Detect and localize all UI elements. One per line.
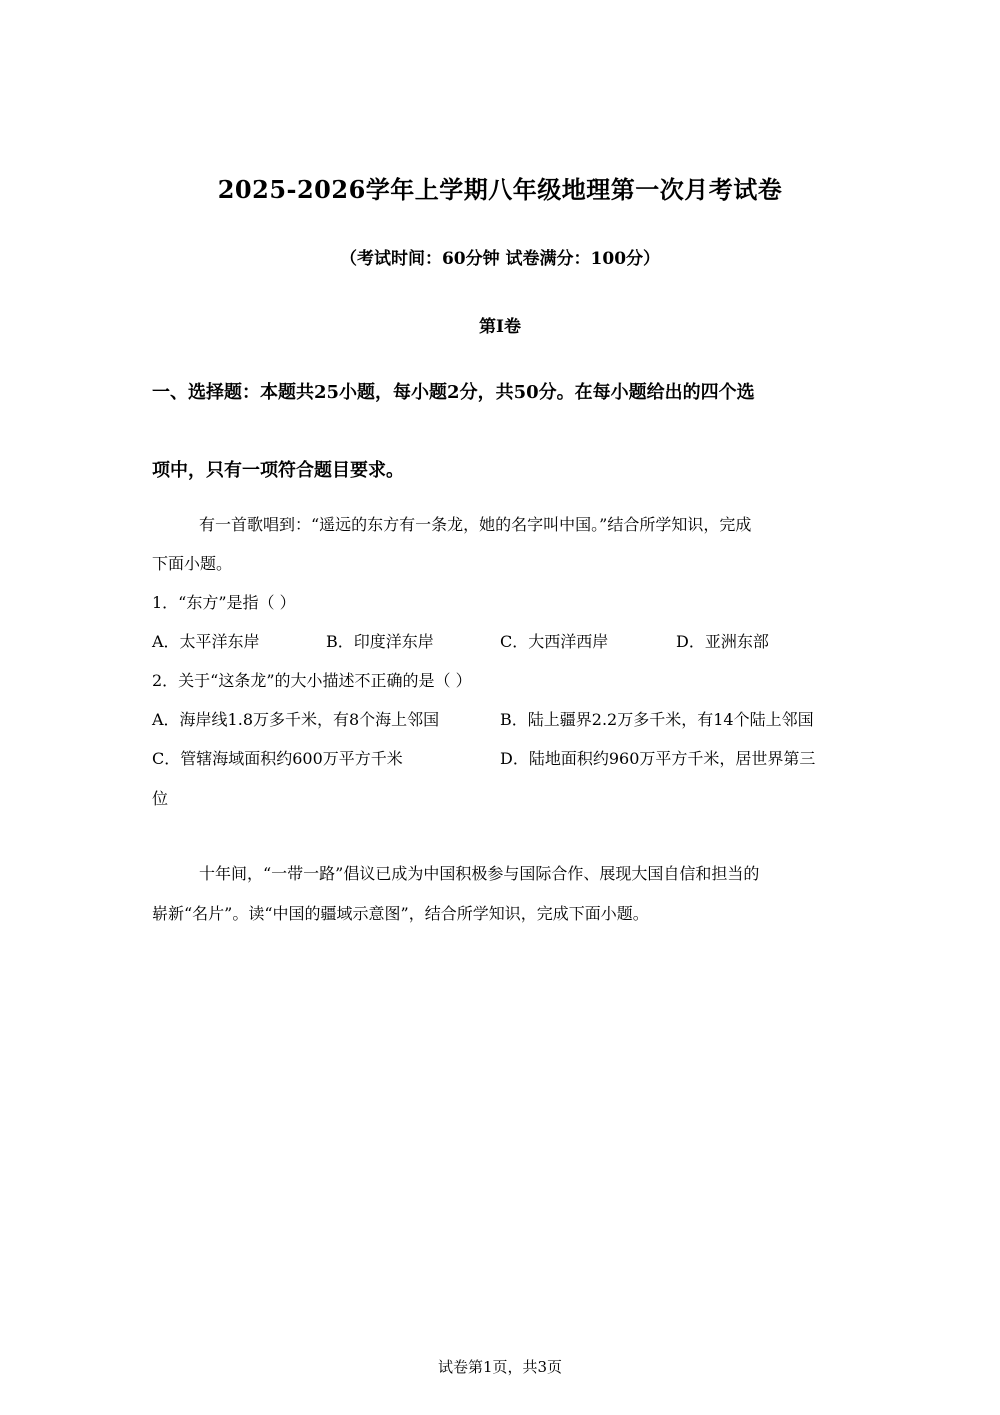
question-1-option-d: D．亚洲东部 — [676, 632, 769, 651]
question-1-option-c: C．大西洋西岸 — [500, 632, 609, 651]
passage2-line2: 崭新“名片”。读“中国的疆域示意图”，结合所学知识，完成下面小题。 — [152, 904, 649, 923]
question-2-option-c: C．管辖海域面积约600万平方千米 — [152, 749, 403, 768]
passage1-line1: 有一首歌唱到：“遥远的东方有一条龙，她的名字叫中国。”结合所学知识，完成 — [199, 515, 752, 534]
section-heading-line2: 项中，只有一项符合题目要求。 — [152, 460, 404, 481]
section-heading-line1: 一、选择题：本题共25小题，每小题2分，共50分。在每小题给出的四个选 — [152, 382, 755, 403]
part-label: 第I卷 — [479, 317, 521, 337]
exam-title: 2025-2026学年上学期八年级地理第一次月考试卷 — [217, 175, 783, 204]
page-footer: 试卷第1页，共3页 — [437, 1358, 563, 1376]
passage2-line1: 十年间，“一带一路”倡议已成为中国积极参与国际合作、展现大国自信和担当的 — [199, 864, 760, 883]
question-2-option-d-wrap: 位 — [152, 789, 169, 808]
question-2-stem: 2．关于“这条龙”的大小描述不正确的是（ ） — [152, 671, 472, 690]
passage1-line2: 下面小题。 — [152, 554, 233, 573]
question-2-option-a: A．海岸线1.8万多千米，有8个海上邻国 — [152, 710, 440, 729]
question-1-option-b: B．印度洋东岸 — [326, 632, 434, 651]
question-2-option-b: B．陆上疆界2.2万多千米，有14个陆上邻国 — [500, 710, 814, 729]
question-1-option-a: A．太平洋东岸 — [152, 632, 260, 651]
exam-subtitle: （考试时间：60分钟 试卷满分：100分） — [339, 249, 661, 269]
question-2-option-d: D．陆地面积约960万平方千米，居世界第三 — [500, 749, 816, 768]
question-1-stem: 1．“东方”是指（ ） — [152, 593, 296, 612]
